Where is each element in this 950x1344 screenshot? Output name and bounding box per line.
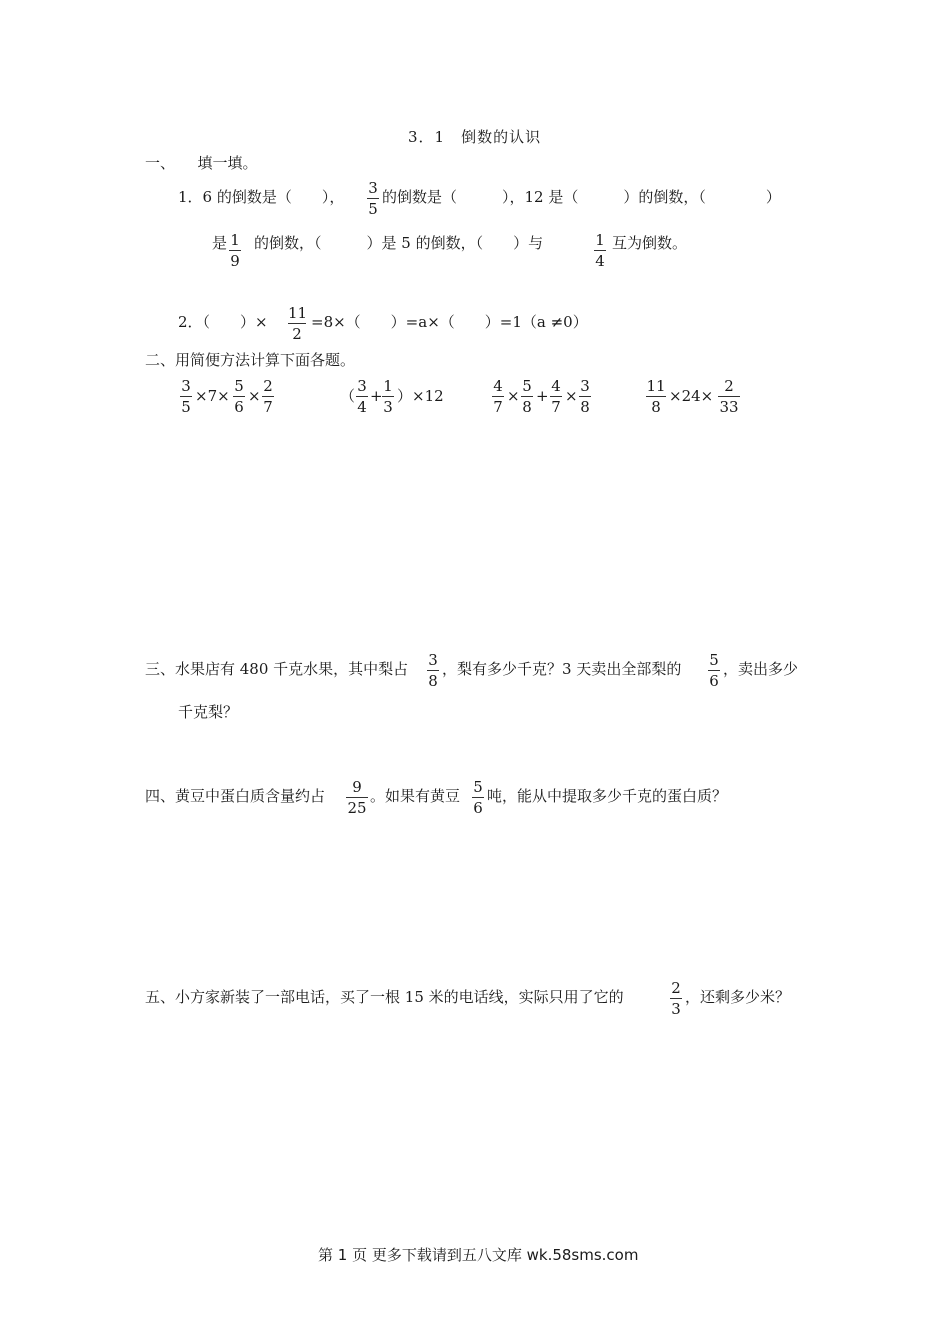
sec5-fraction-2-3 [670, 980, 682, 1017]
denominator: 8 [428, 672, 438, 690]
expr3-fraction-3 [550, 378, 562, 415]
expr4-op-1: ×24× [669, 387, 714, 405]
fraction-bar [233, 396, 245, 397]
expr1-fraction-2 [233, 378, 245, 415]
numerator: 2 [263, 377, 273, 395]
sec4-fraction-9-25 [346, 779, 368, 816]
footer-text: 第 1 页 更多下载请到五八文库 wk.58sms.com [318, 1246, 639, 1264]
fraction-bar [367, 198, 379, 199]
expr3-op-2: + [536, 387, 549, 405]
section-4-text-a: 四、黄豆中蛋白质含量约占 [145, 787, 326, 805]
numerator: 4 [551, 377, 561, 395]
denominator: 3 [671, 1000, 681, 1018]
denominator: 6 [709, 672, 719, 690]
numerator: 3 [580, 377, 590, 395]
fraction-1-4 [594, 232, 606, 269]
fraction-bar [427, 670, 439, 671]
section-5-text-a: 五、小方家新装了一部电话，买了一根 15 米的电话线，实际只用了它的 [145, 988, 624, 1006]
fraction-bar [262, 396, 274, 397]
section-3-text-c: ，卖出多少 [723, 660, 799, 678]
denominator: 8 [651, 398, 661, 416]
numerator: 1 [383, 377, 393, 395]
denominator: 5 [181, 398, 191, 416]
numerator: 1 [595, 231, 605, 249]
expr2-close: ）×12 [397, 387, 444, 405]
numerator: 2 [724, 377, 734, 395]
denominator: 5 [368, 200, 378, 218]
sec3-fraction-5-6 [708, 652, 720, 689]
fraction-bar [356, 396, 368, 397]
fraction-1-9 [229, 232, 241, 269]
numerator: 5 [709, 651, 719, 669]
numerator: 5 [522, 377, 532, 395]
expr1-fraction-3 [262, 378, 274, 415]
expr3-op-3: × [565, 387, 578, 405]
fraction-bar [670, 998, 682, 999]
section-2-heading: 二、用简便方法计算下面各题。 [145, 351, 356, 369]
expr2-op-1: + [370, 387, 383, 405]
denominator: 8 [580, 398, 590, 416]
numerator: 11 [646, 377, 666, 395]
expr3-fraction-2 [521, 378, 533, 415]
sec3-fraction-3-8 [427, 652, 439, 689]
expr3-op-1: × [507, 387, 520, 405]
expr3-fraction-4 [579, 378, 591, 415]
numerator: 3 [368, 179, 378, 197]
expr4-fraction-1 [646, 378, 666, 415]
numerator: 3 [428, 651, 438, 669]
q1-text-c: 是 [212, 234, 228, 252]
q1-text-a: 1．6 的倒数是（ ）， [178, 188, 345, 206]
denominator: 3 [383, 398, 393, 416]
denominator: 6 [473, 799, 483, 817]
fraction-bar [288, 323, 306, 324]
fraction-bar [550, 396, 562, 397]
denominator: 4 [595, 252, 605, 270]
fraction-bar [718, 396, 740, 397]
denominator: 33 [719, 398, 739, 416]
section-5-text-b: ，还剩多少米？ [685, 988, 791, 1006]
denominator: 9 [230, 252, 240, 270]
sec4-fraction-5-6 [472, 779, 484, 816]
expr1-fraction-1 [180, 378, 192, 415]
numerator: 3 [357, 377, 367, 395]
denominator: 7 [551, 398, 561, 416]
numerator: 2 [671, 979, 681, 997]
section-1-heading: 一、 填一填。 [145, 154, 258, 172]
expr1-op-1: ×7× [195, 387, 230, 405]
expr2-fraction-1 [356, 378, 368, 415]
section-4-text-b: 。如果有黄豆 [370, 787, 461, 805]
section-3-text-b: ，梨有多少千克？3 天卖出全部梨的 [442, 660, 682, 678]
section-3-text-d: 千克梨？ [178, 703, 239, 721]
q2-text-a: 2．（ ）× [178, 313, 268, 331]
expr3-fraction-1 [492, 378, 504, 415]
q1-text-b: 的倒数是（ ），12 是（ ）的倒数，（ ） [382, 188, 781, 206]
numerator: 5 [473, 778, 483, 796]
denominator: 7 [263, 398, 273, 416]
numerator: 5 [234, 377, 244, 395]
numerator: 3 [181, 377, 191, 395]
numerator: 9 [352, 778, 362, 796]
fraction-bar [708, 670, 720, 671]
fraction-bar [594, 250, 606, 251]
fraction-bar [346, 797, 368, 798]
page-title: 3．1 倒数的认识 [408, 128, 542, 146]
expr1-op-2: × [248, 387, 261, 405]
expr2-fraction-2 [382, 378, 394, 415]
fraction-11-2 [288, 305, 306, 342]
section-4-text-c: 吨，能从中提取多少千克的蛋白质？ [487, 787, 728, 805]
numerator: 4 [493, 377, 503, 395]
fraction-bar [646, 396, 666, 397]
section-3-text-a: 三、水果店有 480 千克水果，其中梨占 [145, 660, 409, 678]
numerator: 1 [230, 231, 240, 249]
denominator: 2 [292, 325, 302, 343]
fraction-bar [492, 396, 504, 397]
fraction-bar [229, 250, 241, 251]
fraction-bar [579, 396, 591, 397]
denominator: 8 [522, 398, 532, 416]
denominator: 6 [234, 398, 244, 416]
denominator: 25 [347, 799, 367, 817]
fraction-bar [472, 797, 484, 798]
q2-text-b: =8×（ ）=a×（ ）=1（a ≠0） [311, 313, 588, 331]
numerator: 11 [288, 304, 308, 322]
q1-text-e: 互为倒数。 [612, 234, 688, 252]
fraction-bar [382, 396, 394, 397]
denominator: 4 [357, 398, 367, 416]
expr4-fraction-2 [718, 378, 740, 415]
fraction-bar [180, 396, 192, 397]
denominator: 7 [493, 398, 503, 416]
fraction-bar [521, 396, 533, 397]
expr2-open-paren: （ [340, 387, 356, 405]
fraction-3-5 [367, 180, 379, 217]
q1-text-d: 的倒数，（ ）是 5 的倒数，（ ）与 [254, 234, 544, 252]
